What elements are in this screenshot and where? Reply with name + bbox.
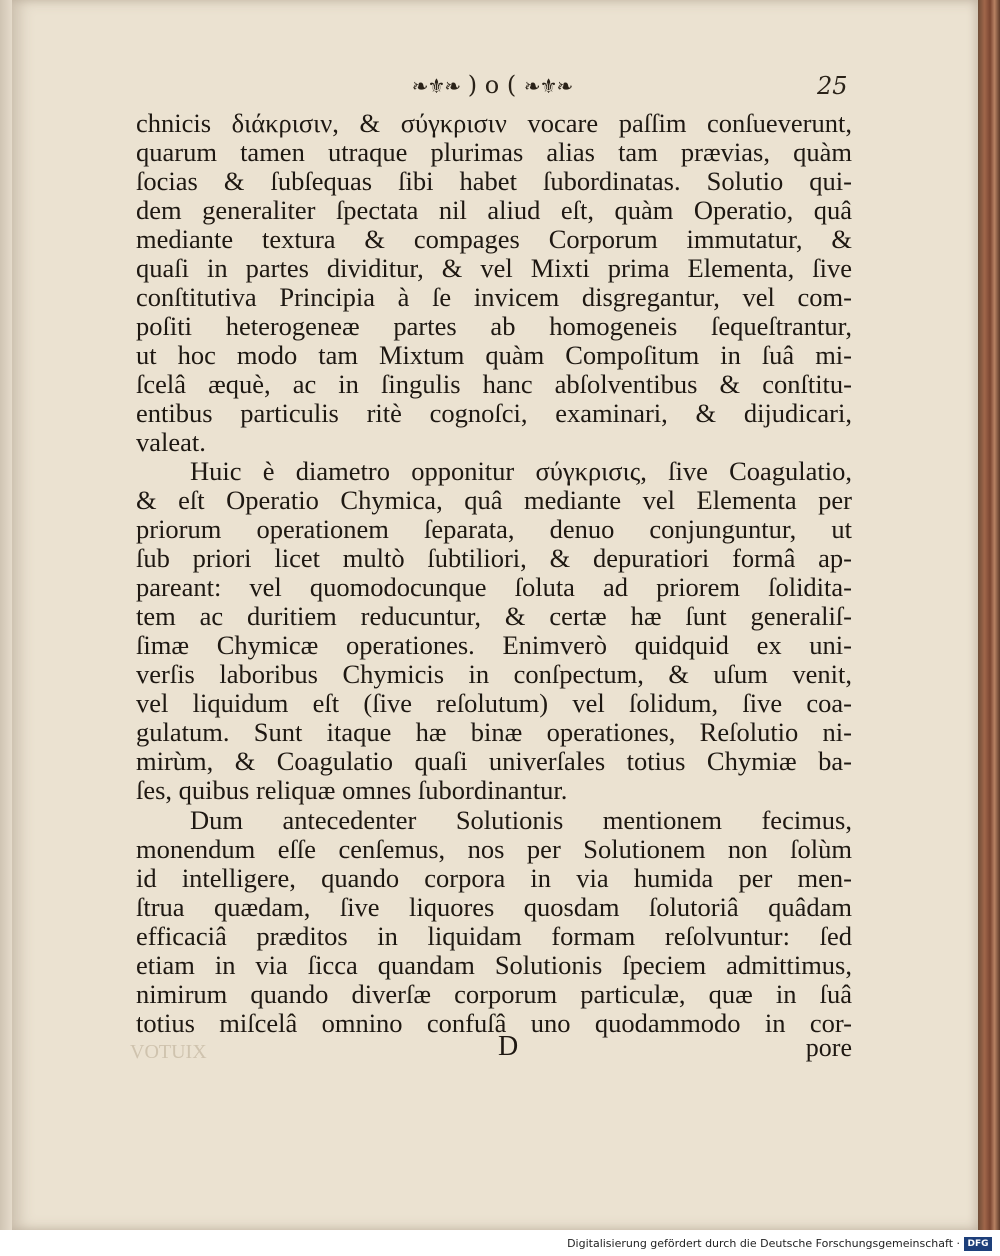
ornament-right-icon: ❧⚜❧ [523,74,573,98]
book-page [12,0,978,1230]
catchword: pore [805,1033,852,1062]
text-line: totius miſcelâ omnino confuſâ uno quodammodo in cor- [136,1008,852,1038]
text-line: mediante textura & compages Corporum immutatur, & [136,224,852,254]
text-line: priorum operationem ſeparata, denuo conjunguntur, ut [136,514,852,544]
text-line: id intelligere, quando corpora in via humida per men- [136,863,852,893]
text-line: quaſi in partes dividitur, & vel Mixti prima Elementa, ſive [136,253,852,283]
text-line: vel liquidum eſt (ſive reſolutum) vel ſolidum, ſive coa- [136,688,852,718]
text-line: valeat. [136,427,206,457]
bleed-through-text: VOTUIX [130,1041,207,1063]
text-line: monendum eſſe cenſemus, nos per Solutionem non ſolùm [136,834,852,864]
text-line: mirùm, & Coagulatio quaſi univerſales totius Chymiæ ba- [136,746,852,776]
text-line: quarum tamen utraque plurimas alias tam prævias, quàm [136,137,852,167]
text-line: gulatum. Sunt itaque hæ binæ operationes, Reſolutio ni- [136,717,852,747]
text-line: ſimæ Chymicæ operationes. Enimverò quidquid ex uni- [136,630,852,660]
text-line: Huic è diametro opponitur σύγκρισις, ſive Coagulatio, [190,456,852,486]
text-line: ſcelâ æquè, ac in ſingulis hanc abſolventibus & conſtitu- [136,369,852,399]
running-header [392,68,592,102]
text-line: tem ac duritiem reducuntur, & certæ hæ ſunt generaliſ- [136,601,852,631]
text-line: ſes, quibus reliquæ omnes ſubordinantur. [136,775,568,805]
text-line: ut hoc modo tam Mixtum quàm Compoſitum in ſuâ mi- [136,340,852,370]
text-line: chnicis διάκρισιν, & σύγκρισιν vocare paſſim conſueverunt, [136,108,852,138]
signature-mark: D [498,1031,519,1062]
text-line: nimirum quando diverſæ corporum particulæ, quæ in ſuâ [136,979,852,1009]
text-line: pareant: vel quomodocunque ſoluta ad priorem ſolidita- [136,572,852,602]
text-line: etiam in via ſicca quandam Solutionis ſpeciem admittimus, [136,950,852,980]
text-line: poſiti heterogeneæ partes ab homogeneis ſequeſtrantur, [136,311,852,341]
page-number: 25 [817,72,848,100]
text-line: conſtitutiva Principia à ſe invicem disgregantur, vel com- [136,282,852,312]
footer-bar [0,1230,1000,1256]
book-cover-edge [978,0,1000,1230]
text-line: efficaciâ præditos in liquidam formam reſolvuntur: ſed [136,921,852,951]
text-line: ſocias & ſubſequas ſibi habet ſubordinatas. Solutio qui- [136,166,852,196]
text-line: dem generaliter ſpectata nil aliud eſt, quàm Operatio, quâ [136,195,852,225]
text-line: ſtrua quædam, ſive liquores quosdam ſolutoriâ quâdam [136,892,852,922]
text-line: Dum antecedenter Solutionis mentionem fecimus, [190,805,852,835]
funding-credit: Digitalisierung gefördert durch die Deutsche Forschungsgemeinschaft · [567,1237,960,1250]
text-line: verſis laboribus Chymicis in conſpectum, & uſum venit, [136,659,852,689]
text-line: entibus particulis ritè cognoſci, examinari, & dijudicari, [136,398,852,428]
text-line: ſub priori licet multò ſubtiliori, & depuratiori formâ ap- [136,543,852,573]
ornament-left-icon: ❧⚜❧ [411,74,461,98]
text-line: & eſt Operatio Chymica, quâ mediante vel Elementa per [136,485,852,515]
running-title: ) o ( [467,71,517,99]
dfg-logo-icon: DFG [964,1237,992,1251]
